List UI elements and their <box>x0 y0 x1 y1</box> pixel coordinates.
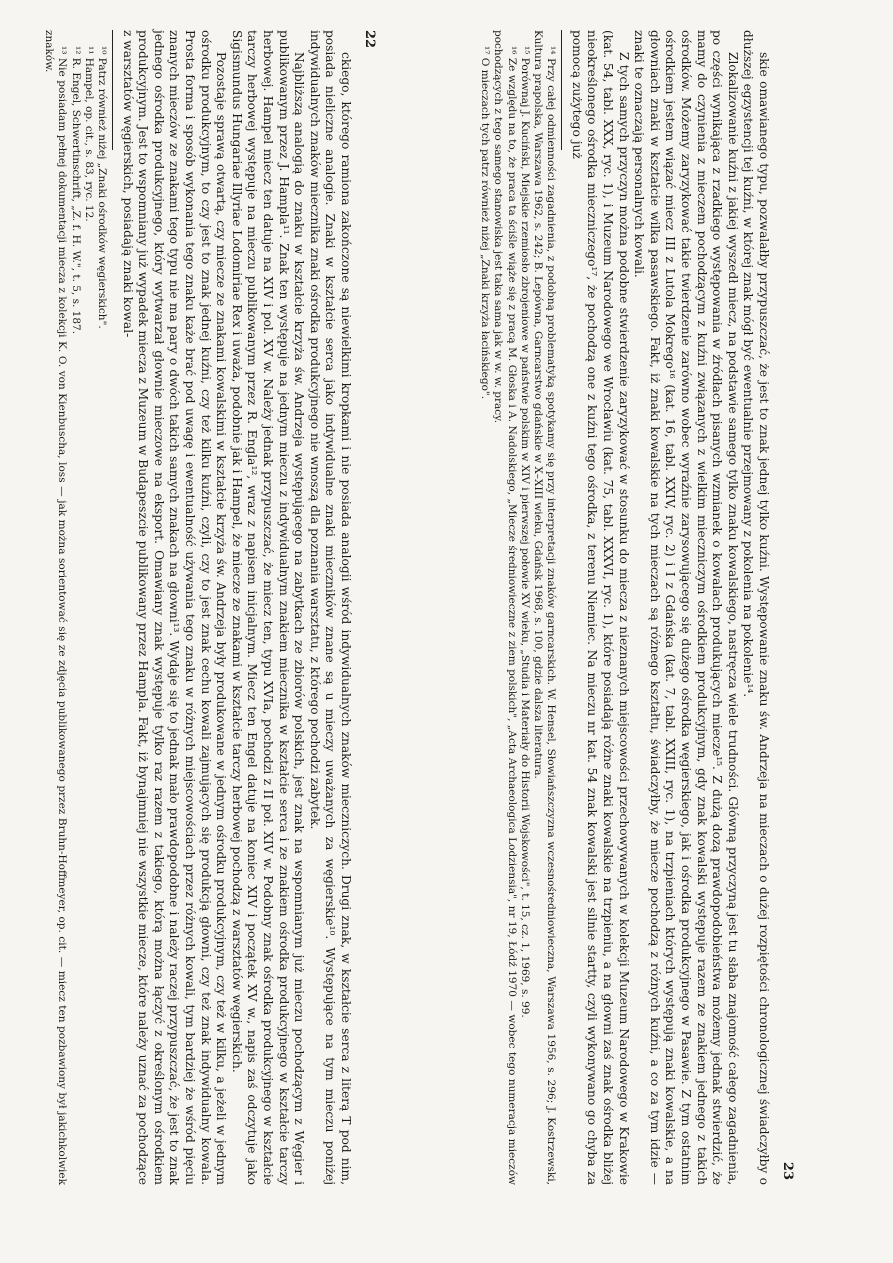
footnotes <box>42 30 108 1185</box>
footnote: ¹³ Nie posiadam pełnej dokumentacji miecza z kolekcji K. O. von Kienbuscha, loss — jak można sorientować się ze zdjęcia publikowanego przez Bruhn-Hoffmeyer, op. cit. — miecz ten pozbawiony był jakichkolwiek znaków. <box>43 30 69 1185</box>
footnote: ¹⁴ Przy całej odmienności zagadnienia, z podobną problematyką spotykamy się przy interpretacji znaków garncarskich. W. Hensel, Słowiańszczyzna wczesnośredniowieczna, Warszawa 1956, s. 296; J. Kostrzewski, Kultura prapolska, Warszawa 1962, s. 242; B. Lepówna, Garncarstwo gdańskie w X–XIII wieku, Gdańsk 1968, s. 100, gdzie dalsza literatura. <box>532 30 558 1185</box>
page-number: 22 <box>362 30 377 49</box>
page-body <box>42 30 353 1185</box>
paragraph: Z tych samych przyczyn można podobne stwierdzenie zaryzykować w stosunku do miecza z nieznanych miejscowości przechowywanych w kolekcji Muzeum Narodowego w Krakowie (kat. 54, tabl. XXX, ryc. 1), i Muzeum Narodowego we Wrocławiu (kat. 75, tabl. XXXVI, ryc. 1), które posiadają różne znaki kowalskie na trzpieniu, a na głowni zaś znak ośrodka bliżej nieokreślonego ośrodka mieczniczego¹⁷, że pochodzą one z kuźni tego ośrodka, z terenu Niemiec. Na mieczu nr kat. 54 znak kowalski jest silnie startty, czyli wykonywano go chyba za pomocą zużytego już <box>569 30 631 1185</box>
footnote-divider <box>561 30 562 150</box>
footnote-divider <box>112 30 113 150</box>
page-number: 23 <box>780 1161 795 1180</box>
footnote: ¹⁵ Porównaj J. Kuciński, Miejskie rzemiosło zbrojeniowe w państwie polskim w XIV i pierwszej połowie XV wieku, „Studia i Materiały do Historii Wojskowości", t. 15, cz. 1, 1969, s. 99. <box>518 46 531 1018</box>
paragraph: Pozostaje sprawą otwartą, czy miecze ze znakami kowalskimi w kształcie krzyża św. Andrzeja były produkowane w jednym ośrodku produkcyjnym, czy też w kilku, a jeżeli w jednym ośrodku produkcyjnym, to czy jest to znak jednej kuźni, czy też kilku kuźni, czyli, czy to jest znak cechu kowali zajmujących się produkcją głowni, czy też znak indywidualny kowala. Prosta forma i sposób wykonania tego znaku każe brać pod uwagę i ewentualność używania tego znaku w różnych miejscowościach przez różnych kowali, tym bardziej że wśród pięciu znanych mieczów ze znakami tego typu nie ma pary o dwóch takich samych znakach na głowni¹³. Wydaje się to jednak mało prawdopodobne i należy raczej przypuszczać, że jest to znak jednego ośrodka produkcyjnego, który wytwarzał głownie mieczowe na eksport. Omawiany znak występuje tylko raz razem z takiego, którą można łączyć z określonym ośrodkiem produkcyjnym. Jest to wspomniany już wypadek miecza z Muzeum w Budapeszcie publikowany przez Hamplа. Fakt, iż bynajmniej nie wszystkie miecze, które należy uznać za pochodzące z warsztatów węgierskich, posiadają znaki kowal- <box>120 30 229 1185</box>
footnote: ¹⁰ Patrz również niżej „Znaki ośrodków węgierskich". <box>96 46 109 329</box>
footnote: ¹⁶ Ze względu na to, że praca ta ściśle wiąże się z pracą M. Głoska i A. Nadolskiego, „Miecze średniowieczne z ziem polskich", „Acta Archaeologica Lodziensia", nr 19, Łódź 1970 — wobec tego numeracja mieczów pochodzących z tego samego stanowiska jest taka sama jak w w. w. pracy. <box>492 30 518 1185</box>
paragraph: Zlokalizowanie kuźni z jakiej wyszedł miecz, na podstawie samego tylko znaku kowalskiego, nastręcza wiele trudności. Główną przyczyną jest tu słaba znajomość całego zagadnienia, po części wynikająca z rzadkiego występowania w źródłach pisanych wzmianek o kowalach produkujących miecze¹⁵. Z dużą dozą prawdopodobieństwa możemy jednak stwierdzić, że mamy do czynienia z mieczem pochodzącym z kuźni związanych z wielkim mieczniczym ośrodkiem produkcyjnym, gdy znak kowalski występuje razem ze znakiem jednego z takich ośrodków. Możemy zaryzykować takie twierdzenie zarówno wobec wyraźnie zarysowującego się dużego ośrodka węgierskiego, jak i ośrodka produkcyjnego w Pasawie. Z tym ostatnim ośrodkiem jestem wiązać miecz III z Lutola Mokrego¹⁶ (kat. 16, tabl. XXIV, ryc. 2) i I z Gdańska (kat. 7, tabl. XXIII, ryc. 1), na trzpieniach których występują znaki kowalskie, a na głowniach znaki w kształcie wilka pasawskiego. Fakt, iż znaki kowalskie na tych mieczach są różnego kształtu, świadczyłby, że miecze pochodzą z różnych kuźni, a co za tym idzie — znaki te oznaczają personalnych kowali. <box>632 30 740 1185</box>
footnote: ¹⁷ O mieczach tych patrz również niżej „Znaki krzyża łacińskiego". <box>479 46 492 400</box>
footnote: ¹¹ Hampel, op. cit., s. 83, ryc. 12. <box>82 46 95 222</box>
footnotes <box>478 30 557 1185</box>
page-body <box>478 30 771 1185</box>
footnote: ¹² R. Engel, Schwertinschrift, „Z. f. H. W.", t. 5, s. 187. <box>69 46 82 335</box>
paragraph: ckiego, którego ramiona zakończone są niewielkimi kropkami i nie posiada analogii wśród indywidualnych znaków mieczniczych. Drugi znak, w kształcie serca z literą T pod nim, posiada nieliczne analogie. Znaki w kształcie serca jako indywidualne znaki mieczników znane są u mieczy uważanych za węgierskie¹⁰. Występujące na tym mieczu poniżej indywidualnych znaków miecznika znaki ośrodka produkcyjnego nie wnoszą dla poznania warsztatu, z którego pochodzi zabytek. <box>307 30 353 1185</box>
paragraph: skie omawianego typu, pozwalałby przypuszczać, że jest to znak jednej tylko kuźni. Występowanie znaku św. Andrzeja na mieczach o dużej rozpiętości chronologicznej świadczyłby o dłuższej egzystencji tej kuźni, w której znak mógł być ewentualnie przejmowany z pokolenia na pokolenie¹⁴. <box>741 30 771 1185</box>
paragraph: Najbliższą analogią do znaku w kształcie krzyża św. Andrzeja występującego na zabytkach ze zbiorów polskich, jest znak na wspomnianym już mieczu pochodzącym z Węgier i publikowanym przez J. Hamplа¹¹. Znak ten występuje na jednym mieczu z indywidualnym znakiem miecznika w kształcie serca i ze znakiem ośrodka produkcyjnego w kształcie tarczy herbowej. Hampel miecz ten datuje na XIV i pol. XV w. Należy jednak przypuszczać, że miecz ten, typu XVIa, pochodzi z II poł. XIV w. Podobny znak ośrodka produkcyjnego w kształcie tarczy herbowej występuje na mieczu publikowanym przez R. Englа¹², wraz z napisem inicjalnym. Miecz ten Engel datuje na koniec XIV i początek XV w., napis zaś odczytuje jako Sigismundus Hungariae Illyriae Lodomiriae Rex i uważa, podobnie jak i Hampel, że miecze ze znakami w kształcie tarczy herbowej pochodzą z warsztatów węgierskich. <box>229 30 307 1185</box>
